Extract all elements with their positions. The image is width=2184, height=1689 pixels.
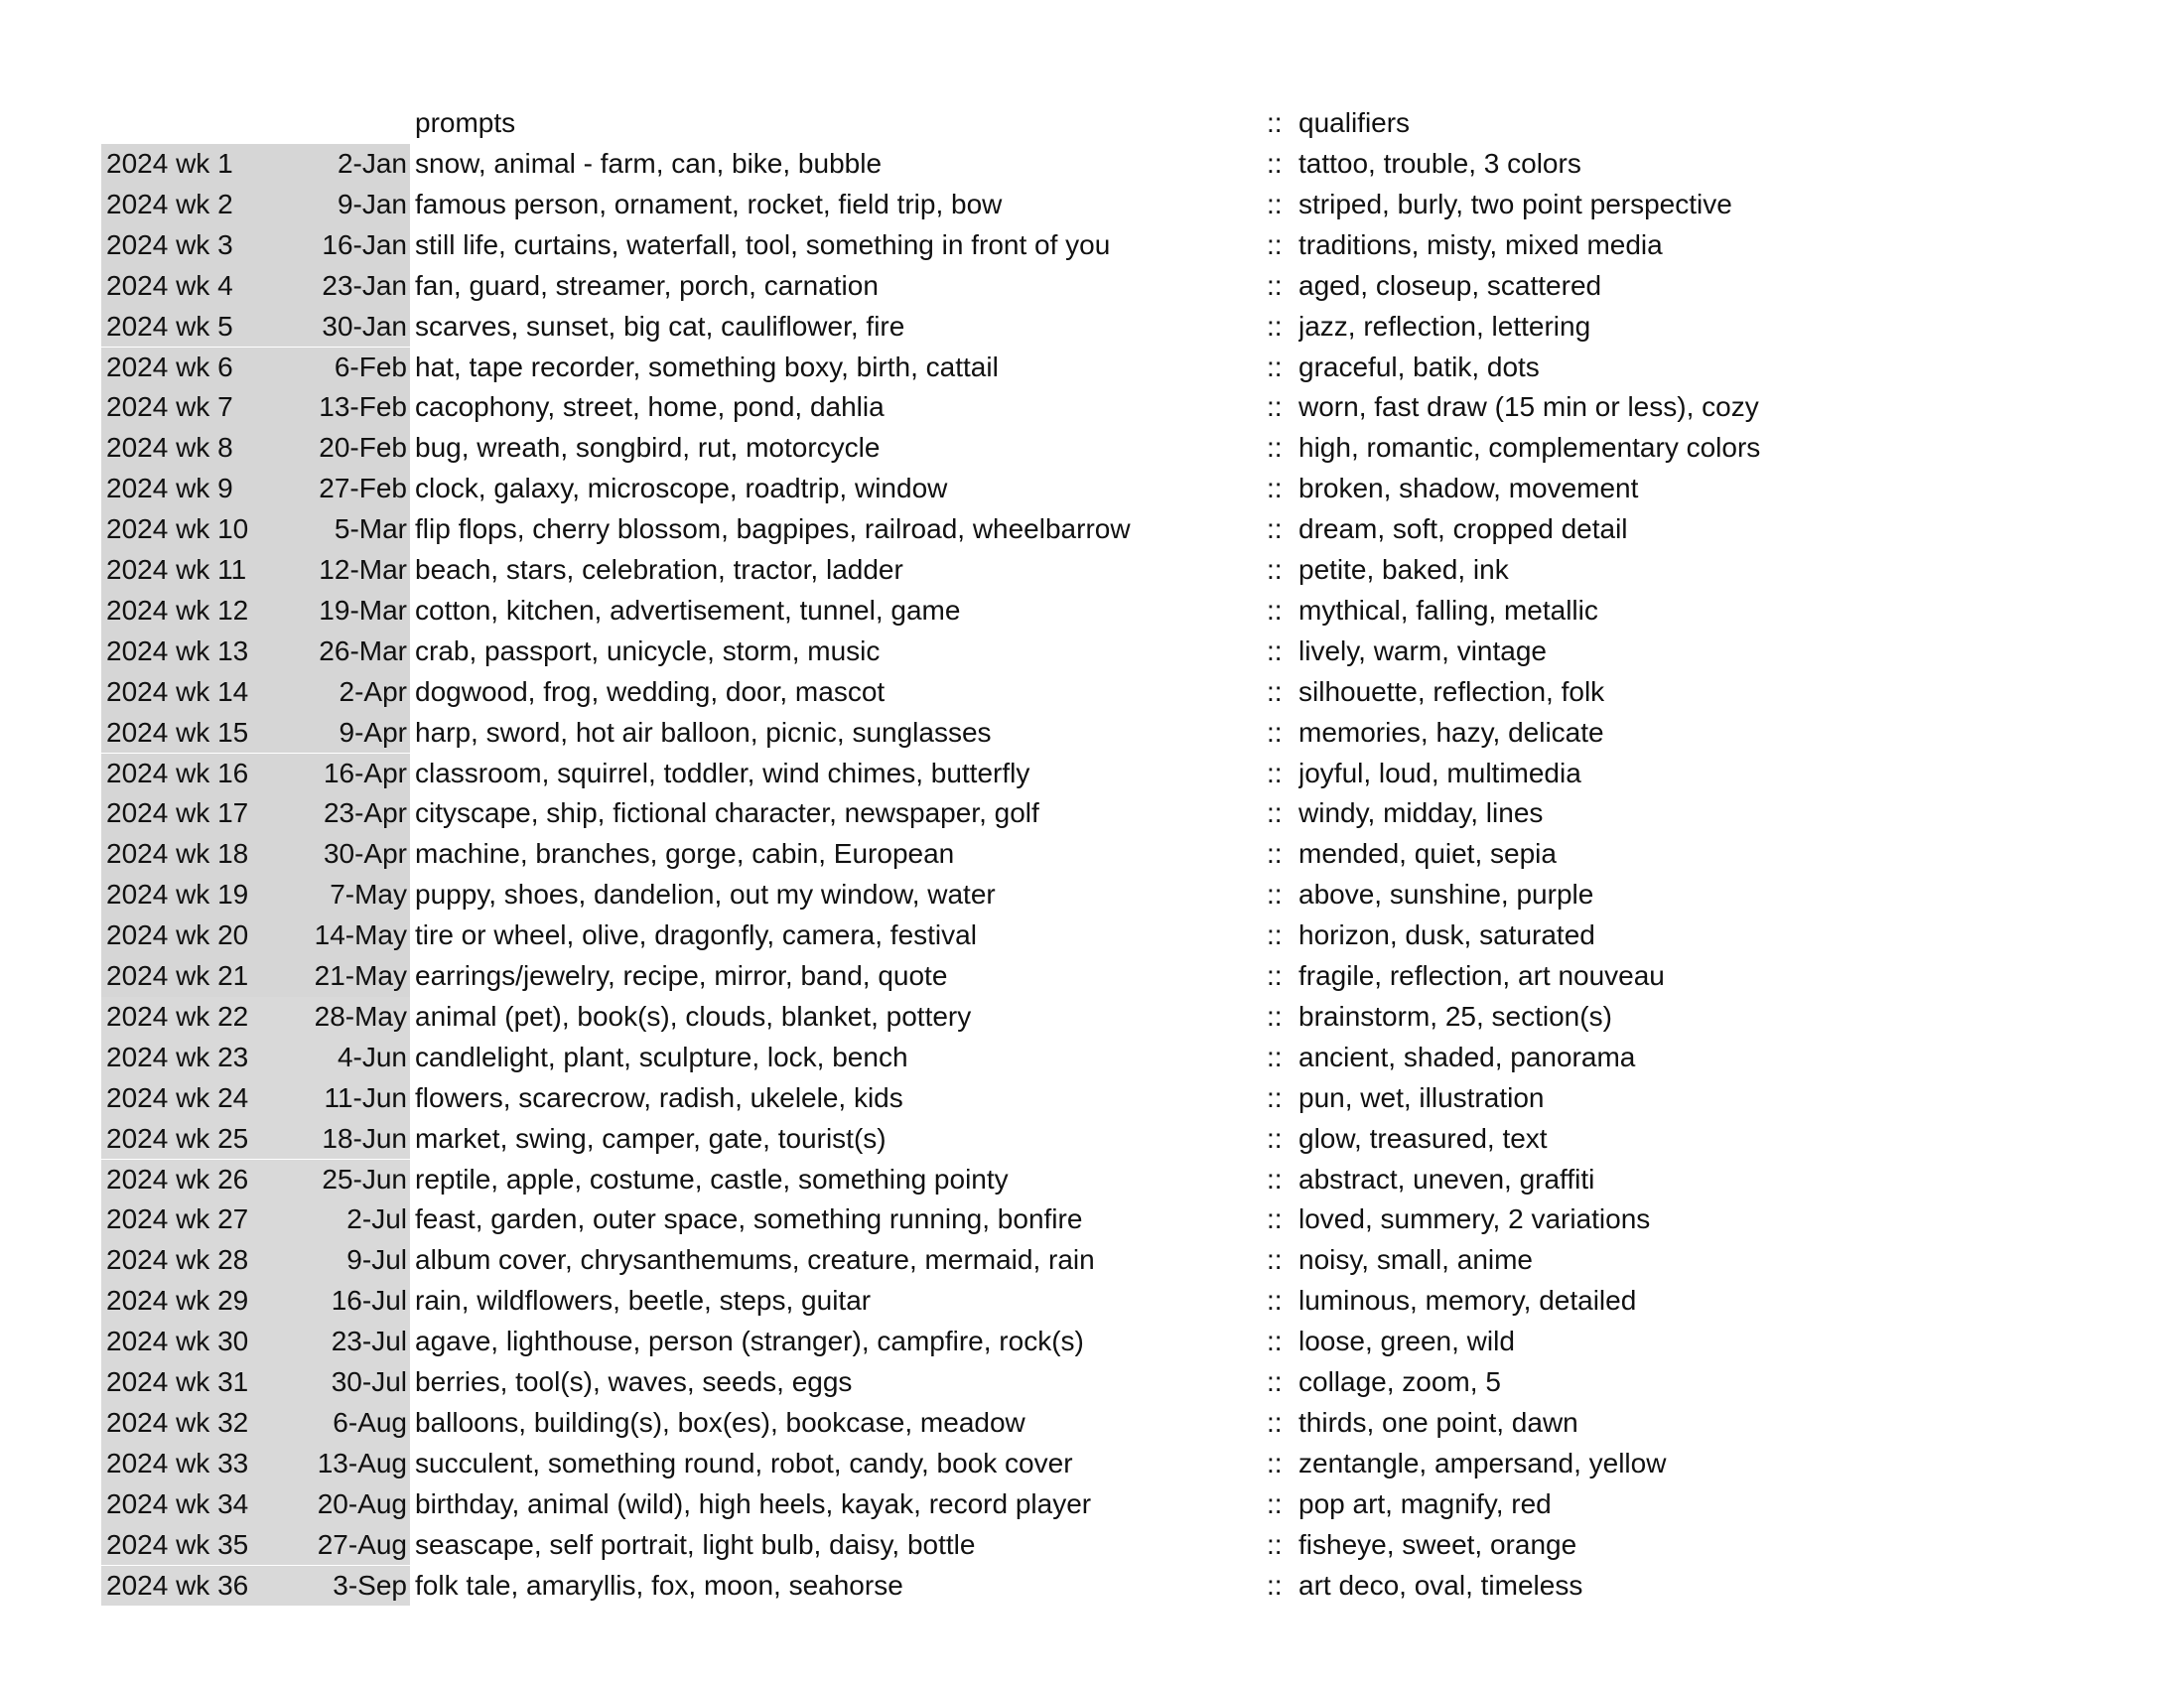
- date-cell: 26-Mar: [271, 632, 410, 672]
- date-cell: 2-Apr: [271, 672, 410, 713]
- week-cell: 2024 wk 15: [101, 713, 271, 754]
- prompts-cell: flowers, scarecrow, radish, ukelele, kids: [415, 1081, 903, 1113]
- date-cell: 28-May: [271, 997, 410, 1038]
- date-cell: 7-May: [271, 875, 410, 915]
- qualifiers-cell: ancient, shaded, panorama: [1298, 1041, 1636, 1072]
- date-cell: 30-Jan: [271, 307, 410, 348]
- date-cell: 20-Feb: [271, 428, 410, 469]
- table-row: [101, 632, 1888, 672]
- table-row: [101, 713, 1888, 754]
- week-cell: 2024 wk 26: [101, 1160, 271, 1200]
- date-cell: 23-Apr: [271, 793, 410, 834]
- qualifiers-cell: dream, soft, cropped detail: [1298, 513, 1628, 545]
- date-cell: 23-Jan: [271, 266, 410, 307]
- week-cell: 2024 wk 19: [101, 875, 271, 915]
- week-cell: 2024 wk 31: [101, 1362, 271, 1403]
- prompts-cell: harp, sword, hot air balloon, picnic, sunglasses: [415, 716, 992, 748]
- week-cell: 2024 wk 18: [101, 834, 271, 875]
- separator-cell: ::: [1267, 1081, 1283, 1113]
- week-cell: 2024 wk 24: [101, 1078, 271, 1119]
- date-cell: 18-Jun: [271, 1119, 410, 1160]
- qualifiers-cell: broken, shadow, movement: [1298, 473, 1639, 504]
- table-row: [101, 1119, 1888, 1160]
- table-row: [101, 793, 1888, 834]
- prompts-cell: album cover, chrysanthemums, creature, mermaid, rain: [415, 1244, 1095, 1276]
- table-row: [101, 1199, 1888, 1240]
- table-row: [101, 1484, 1888, 1525]
- qualifiers-cell: pop art, magnify, red: [1298, 1487, 1552, 1519]
- prompts-cell: earrings/jewelry, recipe, mirror, band, quote: [415, 960, 948, 991]
- qualifiers-cell: mythical, falling, metallic: [1298, 594, 1598, 626]
- table-row: [101, 1281, 1888, 1322]
- prompts-cell: crab, passport, unicycle, storm, music: [415, 634, 881, 666]
- table-row: [101, 1322, 1888, 1362]
- week-cell: 2024 wk 33: [101, 1444, 271, 1484]
- table-row: [101, 307, 1888, 348]
- week-cell: 2024 wk 3: [101, 225, 271, 266]
- table-row: [101, 1444, 1888, 1484]
- date-cell: 9-Apr: [271, 713, 410, 754]
- table-row: [101, 875, 1888, 915]
- week-cell: 2024 wk 35: [101, 1525, 271, 1566]
- table-row: [101, 834, 1888, 875]
- date-cell: 6-Feb: [271, 348, 410, 388]
- header-row: [101, 103, 1888, 144]
- separator-cell: ::: [1267, 473, 1283, 504]
- prompts-cell: seascape, self portrait, light bulb, daisy, bottle: [415, 1528, 976, 1560]
- date-cell: 11-Jun: [271, 1078, 410, 1119]
- prompts-header: prompts: [415, 107, 516, 138]
- date-cell: 2-Jul: [271, 1199, 410, 1240]
- qualifiers-cell: aged, closeup, scattered: [1298, 269, 1602, 301]
- qualifiers-cell: thirds, one point, dawn: [1298, 1406, 1578, 1438]
- table-row: [101, 956, 1888, 997]
- table-row: [101, 1362, 1888, 1403]
- week-cell: 2024 wk 4: [101, 266, 271, 307]
- week-cell: 2024 wk 5: [101, 307, 271, 348]
- qualifiers-cell: silhouette, reflection, folk: [1298, 675, 1605, 707]
- separator-cell: ::: [1267, 1122, 1283, 1154]
- qualifiers-cell: graceful, batik, dots: [1298, 351, 1540, 382]
- qualifiers-cell: above, sunshine, purple: [1298, 879, 1594, 911]
- qualifiers-cell: memories, hazy, delicate: [1298, 716, 1604, 748]
- qualifiers-cell: worn, fast draw (15 min or less), cozy: [1298, 391, 1759, 423]
- prompts-cell: machine, branches, gorge, cabin, European: [415, 838, 955, 870]
- separator-cell: ::: [1267, 391, 1283, 423]
- separator-cell: ::: [1267, 351, 1283, 382]
- date-cell: 21-May: [271, 956, 410, 997]
- prompts-cell: agave, lighthouse, person (stranger), campfire, rock(s): [415, 1326, 1084, 1357]
- separator-cell: ::: [1267, 716, 1283, 748]
- table-row: [101, 1403, 1888, 1444]
- prompts-cell: clock, galaxy, microscope, roadtrip, window: [415, 473, 948, 504]
- prompts-cell: cacophony, street, home, pond, dahlia: [415, 391, 885, 423]
- prompts-cell: beach, stars, celebration, tractor, ladder: [415, 554, 903, 585]
- week-cell: 2024 wk 30: [101, 1322, 271, 1362]
- table-row: [101, 591, 1888, 632]
- separator-cell: ::: [1267, 1447, 1283, 1478]
- week-cell: 2024 wk 1: [101, 144, 271, 185]
- table-row: [101, 348, 1888, 388]
- week-cell: 2024 wk 34: [101, 1484, 271, 1525]
- week-cell: 2024 wk 16: [101, 754, 271, 794]
- prompts-cell: scarves, sunset, big cat, cauliflower, fire: [415, 310, 905, 342]
- qualifiers-cell: petite, baked, ink: [1298, 554, 1509, 585]
- date-cell: 12-Mar: [271, 550, 410, 591]
- prompts-cell: succulent, something round, robot, candy, book cover: [415, 1447, 1073, 1478]
- qualifiers-cell: luminous, memory, detailed: [1298, 1285, 1637, 1317]
- date-cell: 16-Apr: [271, 754, 410, 794]
- separator-cell: ::: [1267, 1406, 1283, 1438]
- prompts-cell: candlelight, plant, sculpture, lock, bench: [415, 1041, 908, 1072]
- table-row: [101, 915, 1888, 956]
- table-row: [101, 1240, 1888, 1281]
- table-row: [101, 144, 1888, 185]
- separator-cell: ::: [1267, 757, 1283, 788]
- table-row: [101, 225, 1888, 266]
- week-cell: 2024 wk 9: [101, 469, 271, 509]
- separator-cell: ::: [1267, 1366, 1283, 1397]
- separator-cell: ::: [1267, 879, 1283, 911]
- qualifiers-cell: pun, wet, illustration: [1298, 1081, 1545, 1113]
- week-cell: 2024 wk 8: [101, 428, 271, 469]
- prompts-cell: dogwood, frog, wedding, door, mascot: [415, 675, 886, 707]
- qualifiers-cell: striped, burly, two point perspective: [1298, 188, 1732, 219]
- qualifiers-cell: joyful, loud, multimedia: [1298, 757, 1581, 788]
- separator-cell: ::: [1267, 1326, 1283, 1357]
- qualifiers-header: qualifiers: [1298, 107, 1411, 138]
- table-row: [101, 469, 1888, 509]
- qualifiers-cell: lively, warm, vintage: [1298, 634, 1548, 666]
- qualifiers-cell: windy, midday, lines: [1298, 797, 1544, 829]
- table-row: [101, 550, 1888, 591]
- qualifiers-cell: loved, summery, 2 variations: [1298, 1203, 1651, 1235]
- separator-cell: ::: [1267, 188, 1283, 219]
- week-cell: 2024 wk 13: [101, 632, 271, 672]
- week-cell: 2024 wk 21: [101, 956, 271, 997]
- qualifiers-cell: brainstorm, 25, section(s): [1298, 1000, 1612, 1032]
- date-cell: 25-Jun: [271, 1160, 410, 1200]
- date-cell: 6-Aug: [271, 1403, 410, 1444]
- date-cell: 30-Apr: [271, 834, 410, 875]
- week-cell: 2024 wk 27: [101, 1199, 271, 1240]
- qualifiers-cell: collage, zoom, 5: [1298, 1366, 1501, 1397]
- table-row: [101, 672, 1888, 713]
- week-cell: 2024 wk 28: [101, 1240, 271, 1281]
- table-row: [101, 754, 1888, 794]
- separator-cell: ::: [1267, 269, 1283, 301]
- week-cell: 2024 wk 36: [101, 1566, 271, 1607]
- separator-cell: ::: [1267, 1203, 1283, 1235]
- separator-cell: ::: [1267, 960, 1283, 991]
- qualifiers-cell: jazz, reflection, lettering: [1298, 310, 1591, 342]
- date-cell: 20-Aug: [271, 1484, 410, 1525]
- qualifiers-cell: glow, treasured, text: [1298, 1122, 1548, 1154]
- date-cell: 2-Jan: [271, 144, 410, 185]
- prompts-cell: hat, tape recorder, something boxy, birth, cattail: [415, 351, 999, 382]
- qualifiers-cell: fisheye, sweet, orange: [1298, 1528, 1577, 1560]
- date-cell: 13-Feb: [271, 387, 410, 428]
- table-row: [101, 509, 1888, 550]
- separator-cell: ::: [1267, 838, 1283, 870]
- prompts-cell: reptile, apple, costume, castle, something pointy: [415, 1163, 1009, 1195]
- week-cell: 2024 wk 2: [101, 185, 271, 225]
- prompts-cell: fan, guard, streamer, porch, carnation: [415, 269, 879, 301]
- separator-cell: ::: [1267, 1041, 1283, 1072]
- date-cell: 19-Mar: [271, 591, 410, 632]
- date-cell: 16-Jul: [271, 1281, 410, 1322]
- qualifiers-cell: tattoo, trouble, 3 colors: [1298, 148, 1581, 179]
- prompts-cell: birthday, animal (wild), high heels, kayak, record player: [415, 1487, 1092, 1519]
- prompts-cell: still life, curtains, waterfall, tool, something in front of you: [415, 228, 1111, 260]
- qualifiers-cell: traditions, misty, mixed media: [1298, 228, 1663, 260]
- date-cell: 9-Jan: [271, 185, 410, 225]
- qualifiers-cell: art deco, oval, timeless: [1298, 1569, 1583, 1601]
- separator-cell: ::: [1267, 675, 1283, 707]
- separator-cell: ::: [1267, 432, 1283, 464]
- separator-cell: ::: [1267, 148, 1283, 179]
- table-row: [101, 1038, 1888, 1078]
- week-cell: 2024 wk 25: [101, 1119, 271, 1160]
- separator-cell: ::: [1267, 228, 1283, 260]
- table-row: [101, 1078, 1888, 1119]
- table-row: [101, 266, 1888, 307]
- date-cell: 3-Sep: [271, 1566, 410, 1607]
- date-cell: 16-Jan: [271, 225, 410, 266]
- prompts-cell: famous person, ornament, rocket, field trip, bow: [415, 188, 1003, 219]
- date-cell: 13-Aug: [271, 1444, 410, 1484]
- prompts-cell: snow, animal - farm, can, bike, bubble: [415, 148, 883, 179]
- week-cell: 2024 wk 7: [101, 387, 271, 428]
- date-cell: 27-Aug: [271, 1525, 410, 1566]
- qualifiers-cell: abstract, uneven, graffiti: [1298, 1163, 1595, 1195]
- prompts-cell: cityscape, ship, fictional character, newspaper, golf: [415, 797, 1039, 829]
- table-row: [101, 428, 1888, 469]
- separator-cell: ::: [1267, 1244, 1283, 1276]
- prompts-cell: classroom, squirrel, toddler, wind chimes, butterfly: [415, 757, 1030, 788]
- week-cell: 2024 wk 23: [101, 1038, 271, 1078]
- date-cell: 27-Feb: [271, 469, 410, 509]
- date-cell: 23-Jul: [271, 1322, 410, 1362]
- table-row: [101, 1160, 1888, 1200]
- prompts-cell: animal (pet), book(s), clouds, blanket, pottery: [415, 1000, 972, 1032]
- qualifiers-cell: fragile, reflection, art nouveau: [1298, 960, 1665, 991]
- separator-cell: ::: [1267, 1487, 1283, 1519]
- week-cell: 2024 wk 22: [101, 997, 271, 1038]
- prompts-cell: berries, tool(s), waves, seeds, eggs: [415, 1366, 853, 1397]
- prompts-cell: tire or wheel, olive, dragonfly, camera, festival: [415, 919, 977, 951]
- date-cell: 5-Mar: [271, 509, 410, 550]
- separator-cell: ::: [1267, 1285, 1283, 1317]
- prompts-cell: market, swing, camper, gate, tourist(s): [415, 1122, 887, 1154]
- table-row: [101, 1525, 1888, 1566]
- week-cell: 2024 wk 20: [101, 915, 271, 956]
- prompts-cell: puppy, shoes, dandelion, out my window, water: [415, 879, 996, 911]
- prompts-cell: folk tale, amaryllis, fox, moon, seahorse: [415, 1569, 903, 1601]
- separator-cell: ::: [1267, 634, 1283, 666]
- table-row: [101, 185, 1888, 225]
- separator-cell: ::: [1267, 594, 1283, 626]
- prompts-cell: feast, garden, outer space, something running, bonfire: [415, 1203, 1083, 1235]
- qualifiers-cell: zentangle, ampersand, yellow: [1298, 1447, 1667, 1478]
- qualifiers-cell: noisy, small, anime: [1298, 1244, 1534, 1276]
- date-cell: 14-May: [271, 915, 410, 956]
- date-cell: 9-Jul: [271, 1240, 410, 1281]
- date-cell: 30-Jul: [271, 1362, 410, 1403]
- week-cell: 2024 wk 17: [101, 793, 271, 834]
- separator-cell: ::: [1267, 513, 1283, 545]
- qualifiers-cell: horizon, dusk, saturated: [1298, 919, 1595, 951]
- table-row: [101, 997, 1888, 1038]
- week-cell: 2024 wk 11: [101, 550, 271, 591]
- prompts-cell: bug, wreath, songbird, rut, motorcycle: [415, 432, 881, 464]
- separator-cell: ::: [1267, 1163, 1283, 1195]
- qualifiers-cell: loose, green, wild: [1298, 1326, 1515, 1357]
- separator-header: ::: [1267, 107, 1283, 138]
- separator-cell: ::: [1267, 797, 1283, 829]
- prompts-cell: cotton, kitchen, advertisement, tunnel, game: [415, 594, 961, 626]
- table-row: [101, 387, 1888, 428]
- week-cell: 2024 wk 32: [101, 1403, 271, 1444]
- separator-cell: ::: [1267, 919, 1283, 951]
- prompts-cell: flip flops, cherry blossom, bagpipes, railroad, wheelbarrow: [415, 513, 1131, 545]
- prompts-cell: rain, wildflowers, beetle, steps, guitar: [415, 1285, 872, 1317]
- table-row: [101, 1566, 1888, 1607]
- week-cell: 2024 wk 6: [101, 348, 271, 388]
- week-cell: 2024 wk 29: [101, 1281, 271, 1322]
- separator-cell: ::: [1267, 1569, 1283, 1601]
- qualifiers-cell: mended, quiet, sepia: [1298, 838, 1557, 870]
- week-cell: 2024 wk 14: [101, 672, 271, 713]
- separator-cell: ::: [1267, 1528, 1283, 1560]
- separator-cell: ::: [1267, 554, 1283, 585]
- week-cell: 2024 wk 12: [101, 591, 271, 632]
- date-cell: 4-Jun: [271, 1038, 410, 1078]
- separator-cell: ::: [1267, 1000, 1283, 1032]
- week-cell: 2024 wk 10: [101, 509, 271, 550]
- prompts-cell: balloons, building(s), box(es), bookcase, meadow: [415, 1406, 1025, 1438]
- separator-cell: ::: [1267, 310, 1283, 342]
- qualifiers-cell: high, romantic, complementary colors: [1298, 432, 1761, 464]
